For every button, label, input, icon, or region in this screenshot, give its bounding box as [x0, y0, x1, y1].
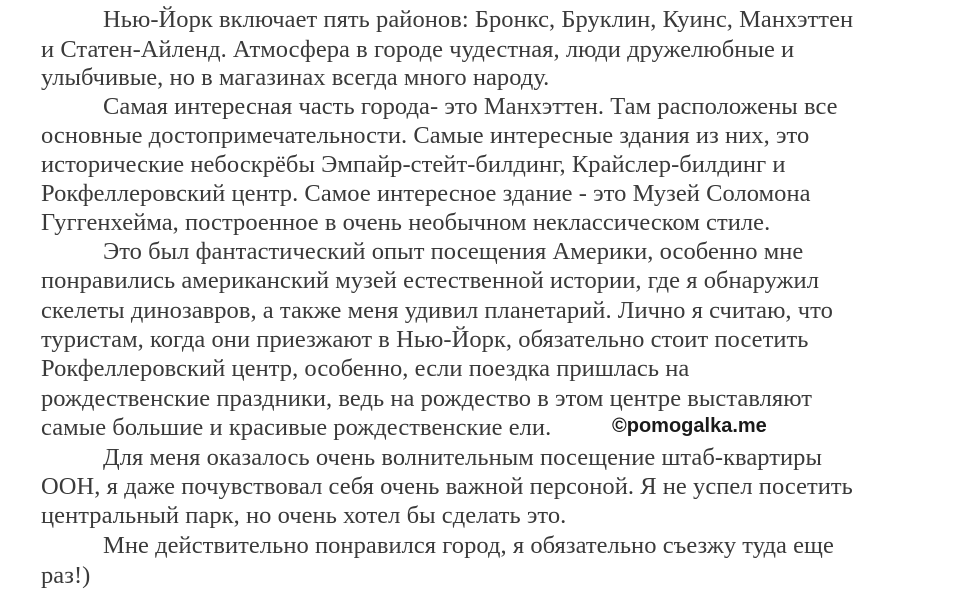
paragraph-3-line-6: рождественские праздники, ведь на рождество в этом центре выставляют [41, 385, 813, 412]
paragraph-3-line-5: Рокфеллеровский центр, особенно, если поездка пришлась на [41, 355, 690, 382]
paragraph-2-line-4: Рокфеллеровский центр. Самое интересное здание - это Музей Соломона [41, 180, 811, 207]
paragraph-2-line-3: исторические небоскрёбы Эмпайр-стейт-билдинг, Крайслер-билдинг и [41, 151, 786, 178]
paragraph-5-line-1: Мне действительно понравился город, я обязательно съезжу туда еще [103, 532, 834, 559]
paragraph-2-line-1: Самая интересная часть города- это Манхэттен. Там расположены все [103, 93, 838, 120]
paragraph-2-line-5: Гуггенхейма, построенное в очень необычном неклассическом стиле. [41, 209, 771, 236]
paragraph-3-line-2: понравились американский музей естественной истории, где я обнаружил [41, 267, 819, 294]
paragraph-3-line-3: скелеты динозавров, а также меня удивил планетарий. Лично я считаю, что [41, 297, 833, 324]
paragraph-5-line-2: раз!) [41, 562, 91, 589]
paragraph-1-line-3: улыбчивые, но в магазинах всегда много народу. [41, 64, 550, 91]
paragraph-1-line-2: и Статен-Айленд. Атмосфера в городе чудестная, люди дружелюбные и [41, 36, 795, 63]
paragraph-4-line-2: ООН, я даже почувствовал себя очень важной персоной. Я не успел посетить [41, 473, 853, 500]
watermark-text: ©pomogalka.me [612, 415, 767, 437]
paragraph-3-line-7: самые большие и красивые рождественские ели. [41, 414, 552, 441]
paragraph-2-line-2: основные достопримечательности. Самые интересные здания из них, это [41, 122, 810, 149]
paragraph-3-line-1: Это был фантастический опыт посещения Америки, особенно мне [103, 238, 804, 265]
paragraph-4-line-3: центральный парк, но очень хотел бы сделать это. [41, 502, 567, 529]
paragraph-1-line-1: Нью-Йорк включает пять районов: Бронкс, Бруклин, Куинс, Манхэттен [103, 6, 854, 33]
paragraph-3-line-4: туристам, когда они приезжают в Нью-Йорк, обязательно стоит посетить [41, 326, 809, 353]
paragraph-4-line-1: Для меня оказалось очень волнительным посещение штаб-квартиры [103, 444, 822, 471]
